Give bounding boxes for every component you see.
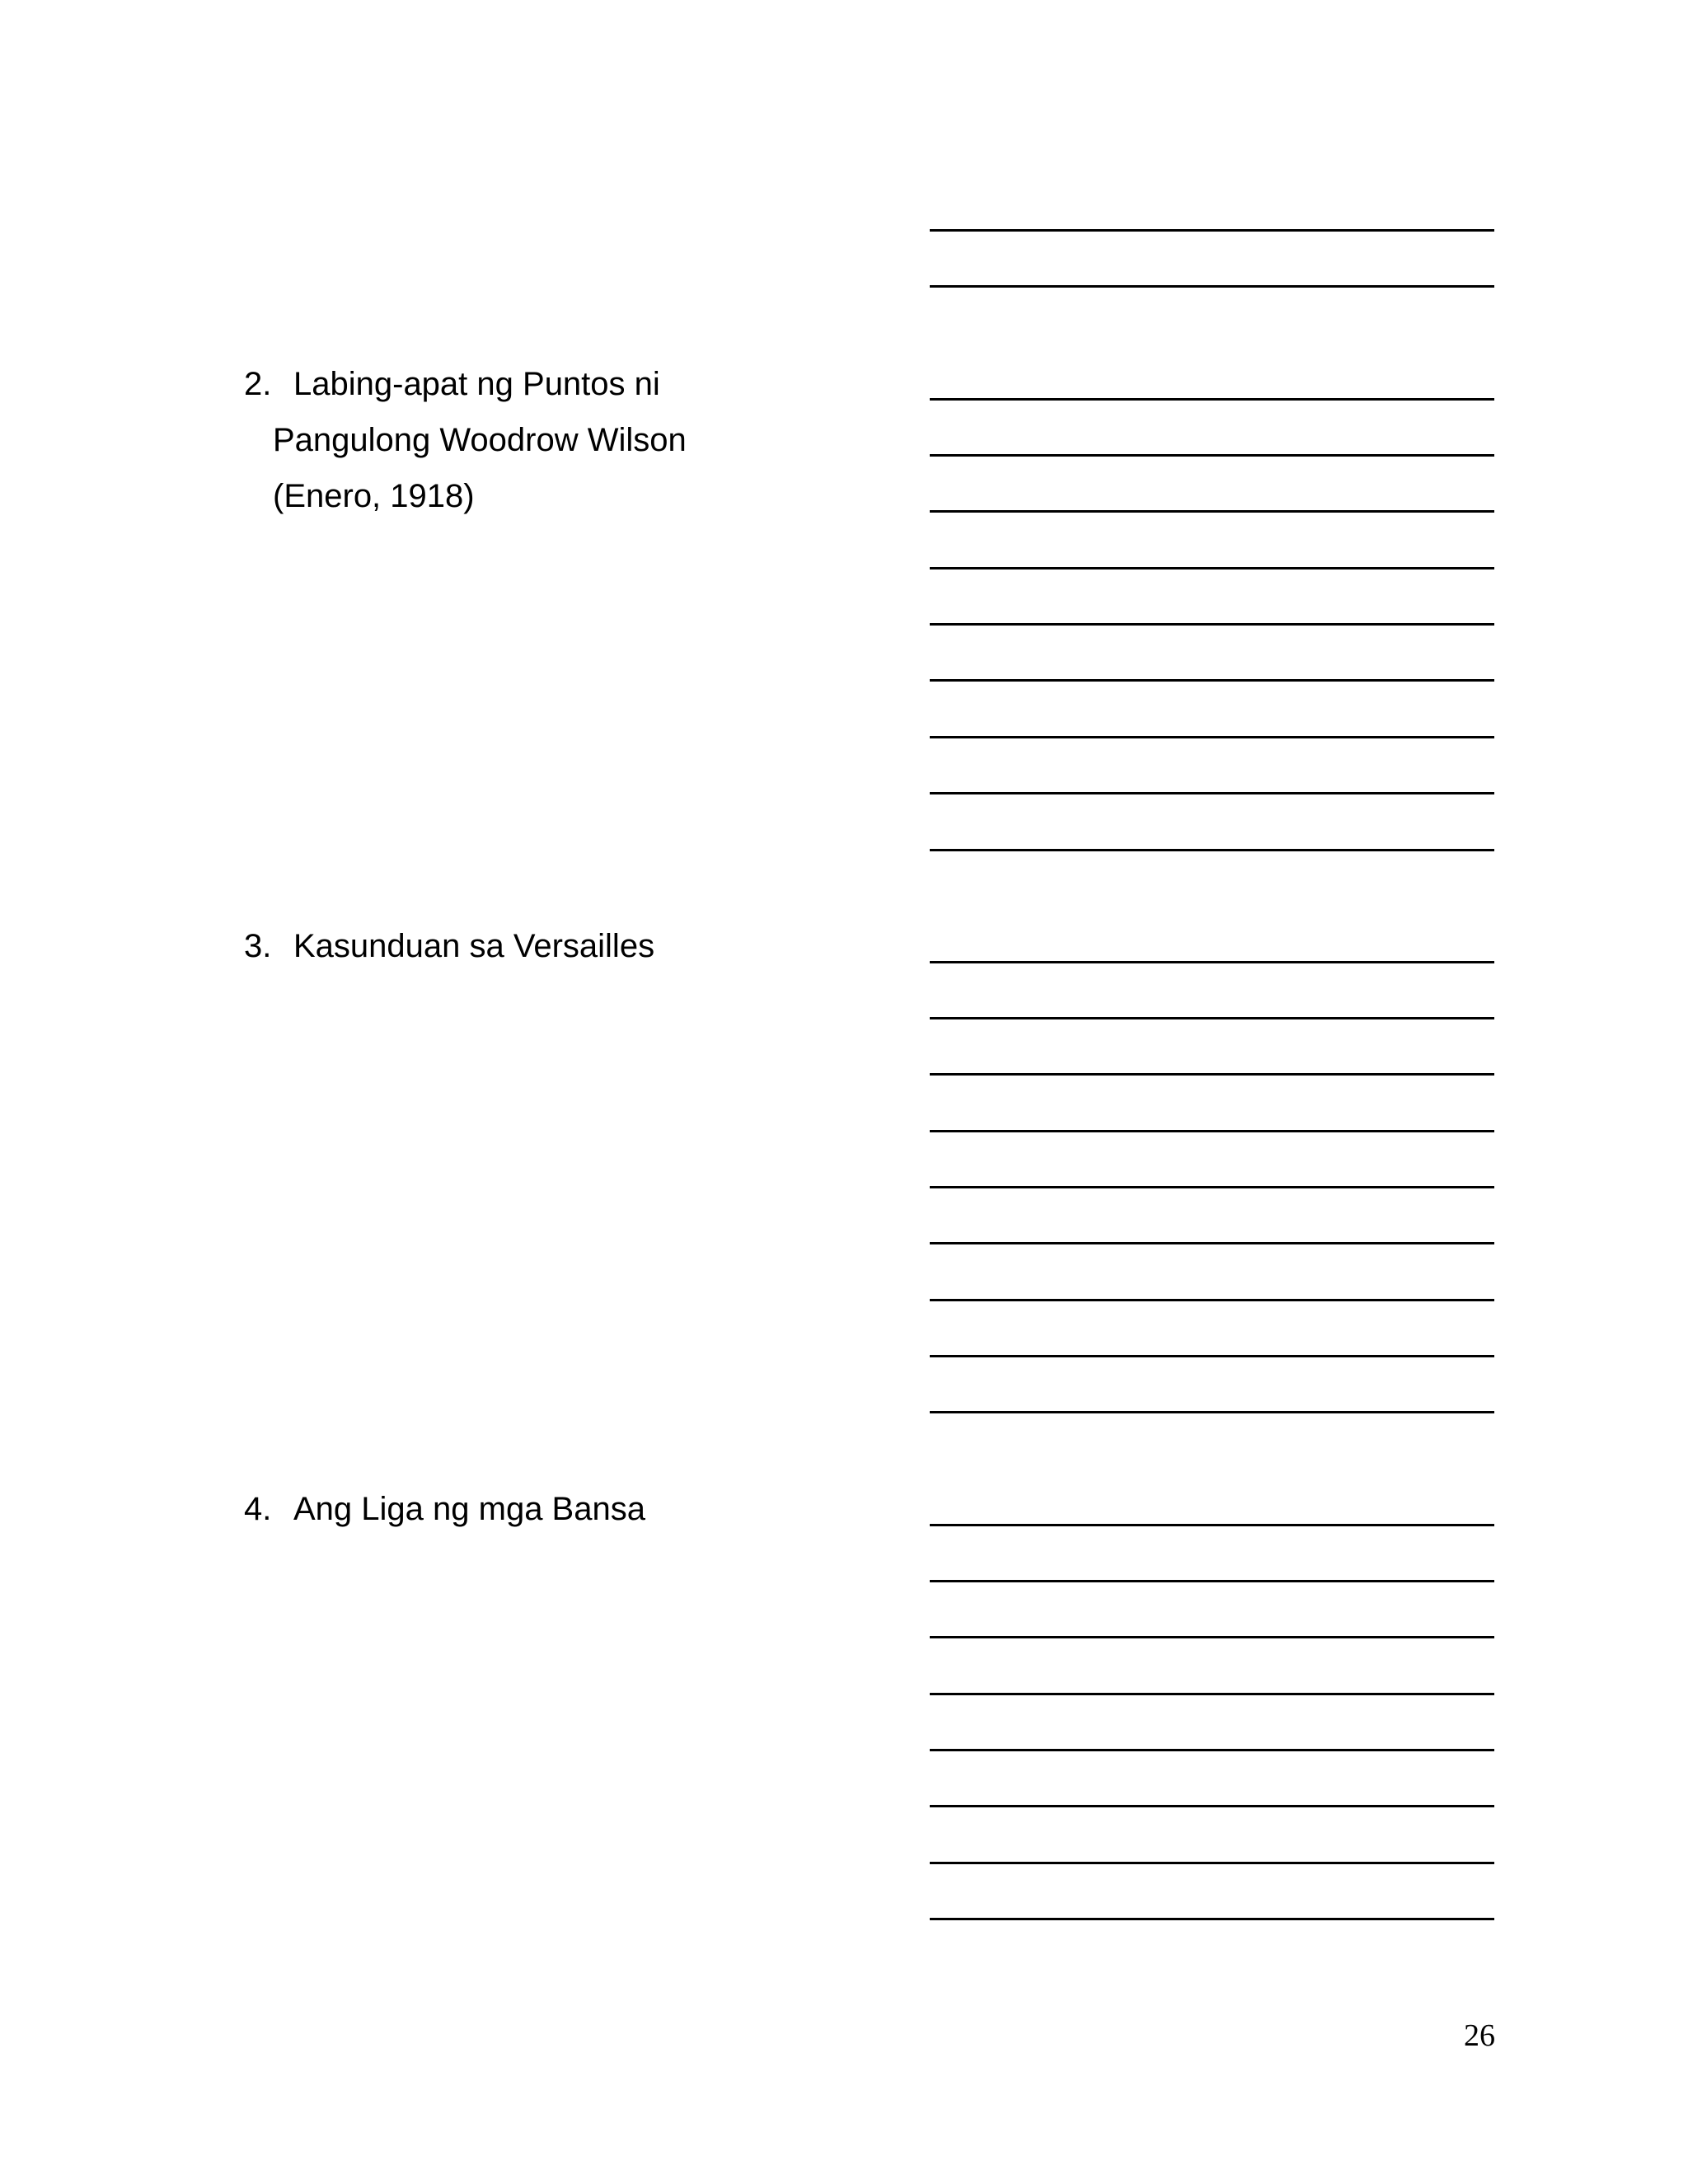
answer-line (930, 849, 1494, 851)
answer-line (930, 1636, 1494, 1638)
answer-line (930, 1580, 1494, 1582)
answer-line (930, 1862, 1494, 1864)
answer-line (930, 1749, 1494, 1751)
answer-line (930, 567, 1494, 569)
answer-line (930, 229, 1494, 232)
answer-line (930, 1017, 1494, 1019)
answer-line (930, 623, 1494, 626)
item-number: 4. (244, 1491, 272, 1527)
answer-line (930, 961, 1494, 963)
item-text-line: (Enero, 1918) (273, 478, 475, 514)
answer-line (930, 1524, 1494, 1526)
answer-line (930, 285, 1494, 288)
answer-line (930, 1130, 1494, 1132)
answer-line (930, 454, 1494, 457)
answer-line (930, 1411, 1494, 1413)
answer-line (930, 1073, 1494, 1076)
answer-line (930, 1693, 1494, 1695)
item-text-line: Labing-apat ng Puntos ni (293, 366, 660, 402)
answer-line (930, 679, 1494, 682)
item-number: 3. (244, 928, 272, 964)
answer-line (930, 736, 1494, 738)
item-text-line: Ang Liga ng mga Bansa (293, 1491, 645, 1527)
page-number: 26 (1464, 2018, 1495, 2053)
answer-line (930, 1918, 1494, 1920)
answer-line (930, 1186, 1494, 1188)
item-text-line: Kasunduan sa Versailles (293, 928, 655, 964)
answer-line (930, 792, 1494, 794)
answer-line (930, 1805, 1494, 1807)
answer-line (930, 1242, 1494, 1244)
answer-line (930, 398, 1494, 401)
item-text-line: Pangulong Woodrow Wilson (273, 422, 687, 458)
answer-line (930, 510, 1494, 513)
item-number: 2. (244, 366, 272, 402)
answer-line (930, 1299, 1494, 1301)
answer-line (930, 1355, 1494, 1357)
